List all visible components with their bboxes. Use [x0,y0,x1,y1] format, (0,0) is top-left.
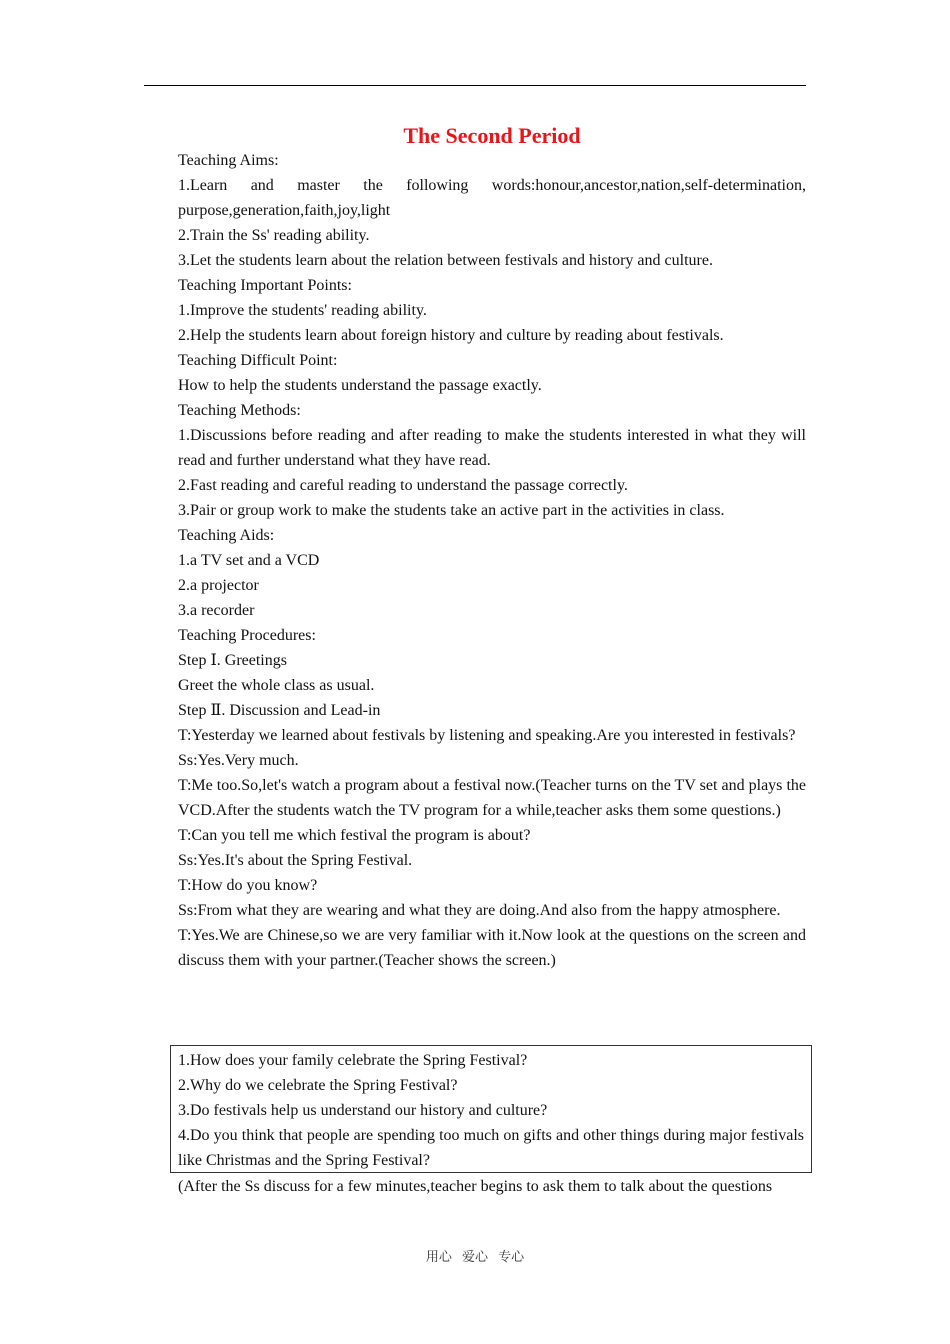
paragraph: 1.Improve the students' reading ability. [178,302,427,319]
paragraph: 2.a projector [178,577,259,594]
paragraph: 1.a TV set and a VCD [178,552,320,569]
question-item: 4.Do you think that people are spending too much on gifts and other things during major festivals like Christmas and the Spring Festival? [178,1127,804,1169]
paragraph: T:Can you tell me which festival the program is about? [178,827,531,844]
paragraph: Teaching Important Points: [178,277,352,294]
question-item: 3.Do festivals help us understand our history and culture? [178,1102,548,1119]
paragraph: Teaching Aims: [178,152,279,169]
paragraph: Step Ⅰ. Greetings [178,652,287,669]
paragraph: 1.Learn and master the following words:honour,ancestor,nation,self-determination, purpose,generation,faith,joy,light [178,177,806,219]
paragraph: T:How do you know? [178,877,318,894]
paragraph: T:Yes.We are Chinese,so we are very familiar with it.Now look at the questions on the screen and discuss them with your partner.(Teacher shows the screen.) [178,927,806,969]
paragraph: T:Me too.So,let's watch a program about a festival now.(Teacher turns on the TV set and plays the VCD.After the students watch the TV program for a while,teacher asks them some questions.) [178,777,806,819]
paragraph: How to help the students understand the passage exactly. [178,377,542,394]
document-body [178,148,806,973]
question-item: 1.How does your family celebrate the Spring Festival? [178,1052,528,1069]
question-item: 2.Why do we celebrate the Spring Festival? [178,1077,458,1094]
paragraph: Teaching Aids: [178,527,275,544]
paragraph: Teaching Procedures: [178,627,316,644]
continuation-paragraph: (After the Ss discuss for a few minutes,teacher begins to ask them to talk about the questions [178,1178,773,1195]
screen-questions-box [170,1045,812,1173]
paragraph: 1.Discussions before reading and after reading to make the students interested in what they will read and further understand what they have read. [178,427,806,469]
paragraph: Ss:Yes.It's about the Spring Festival. [178,852,413,869]
paragraph: 3.Let the students learn about the relation between festivals and history and culture. [178,252,713,269]
paragraph: Step Ⅱ. Discussion and Lead-in [178,702,381,719]
paragraph: Greet the whole class as usual. [178,677,375,694]
paragraph: 2.Help the students learn about foreign history and culture by reading about festivals. [178,327,724,344]
paragraph: 3.a recorder [178,602,255,619]
page-footer: 用心 爱心 专心 [425,1250,525,1265]
header-rule [144,85,806,86]
paragraph: 2.Train the Ss' reading ability. [178,227,370,244]
paragraph: Ss:Yes.Very much. [178,752,299,769]
paragraph: T:Yesterday we learned about festivals by listening and speaking.Are you interested in festivals? [178,727,796,744]
paragraph: Ss:From what they are wearing and what they are doing.And also from the happy atmosphere. [178,902,781,919]
paragraph: 3.Pair or group work to make the students take an active part in the activities in class. [178,502,725,519]
paragraph: Teaching Difficult Point: [178,352,338,369]
paragraph: Teaching Methods: [178,402,301,419]
page-title: The Second Period [403,123,581,148]
paragraph: 2.Fast reading and careful reading to understand the passage correctly. [178,477,628,494]
